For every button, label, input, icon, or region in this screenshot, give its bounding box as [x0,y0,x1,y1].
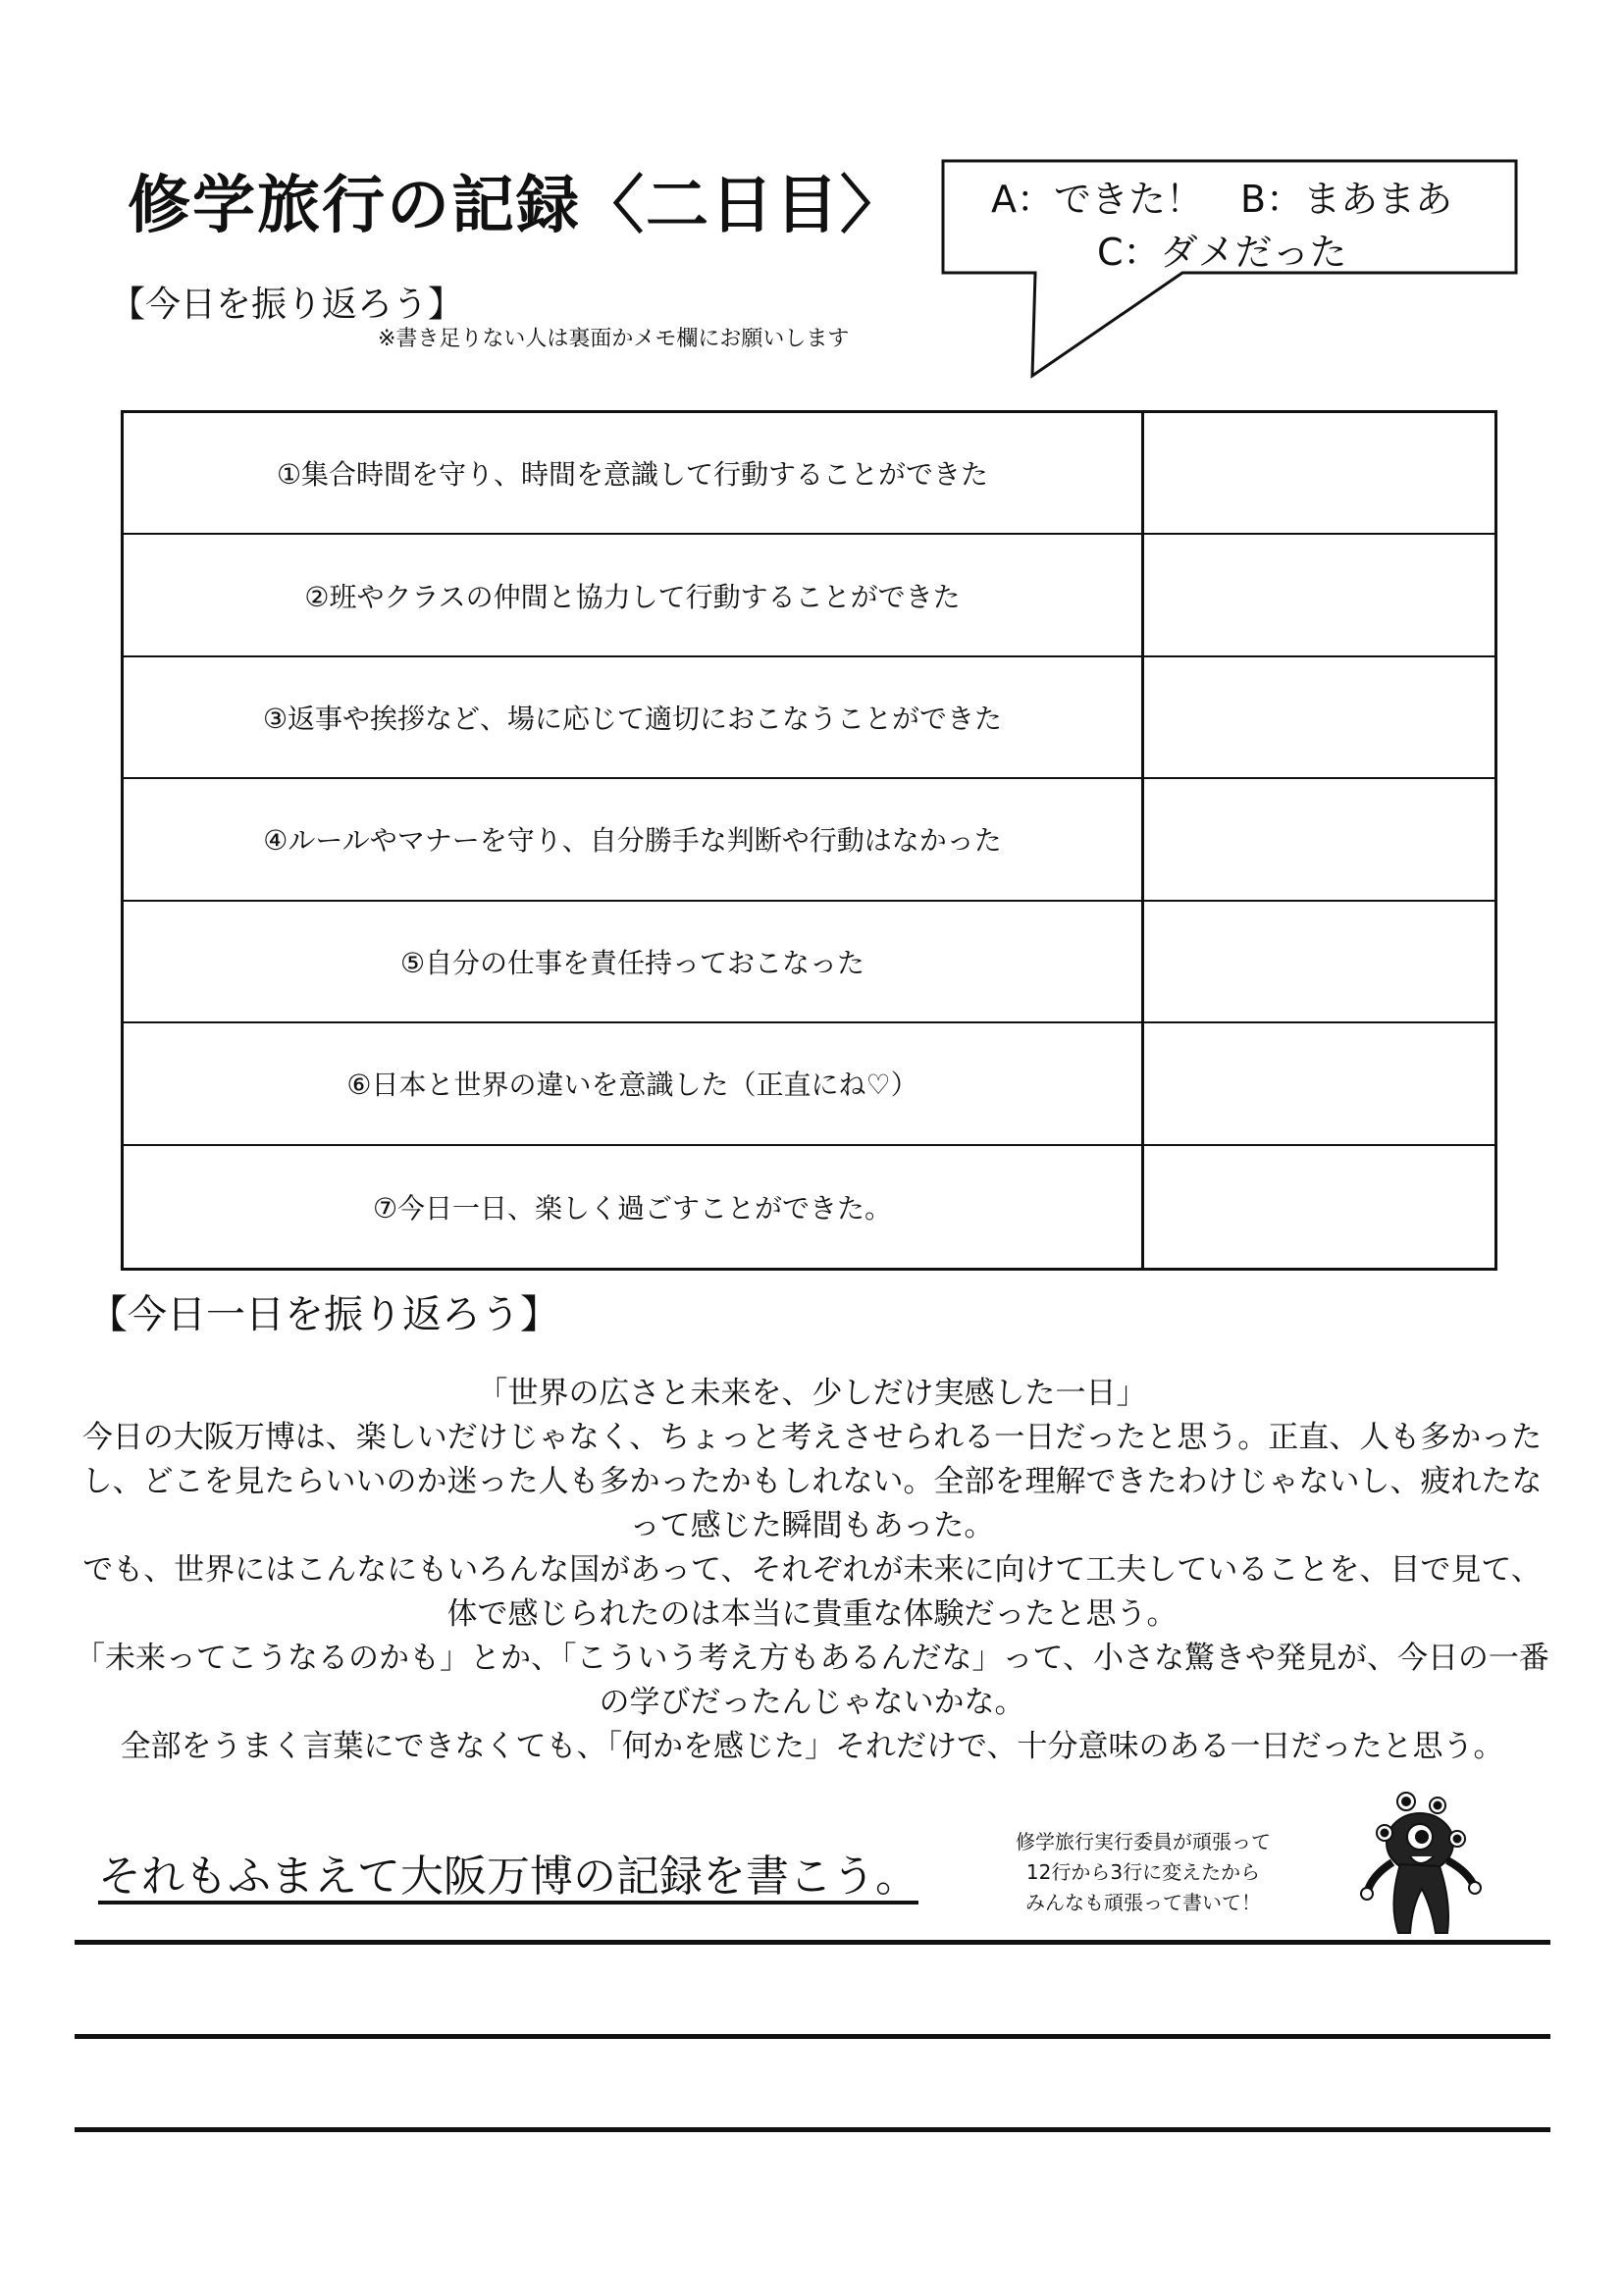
rating-cell[interactable] [1144,779,1494,901]
essay-paragraph: 全部をうまく言葉にできなくても、「何かを感じた」それだけで、十分意味のある一日だったと思う。 [120,1729,1504,1764]
essay-paragraph: でも、世界にはこんなにもいろんな国があって、それぞれが未来に向けて工夫していることを、目で見て、体で感じられたのは本当に貴重な体験だったと思う。 [82,1552,1542,1632]
essay-paragraph: 今日の大阪万博は、楽しいだけじゃなく、ちょっと考えさせられる一日だったと思う。正直、人も多かったし、どこを見たらいいのか迷った人も多かったかもしれない。全部を理解できたわけじゃないし、疲れたなって感じた瞬間もあった。 [81,1420,1543,1543]
criterion-label: ③返事や挨拶など、場に応じて適切におこなうことができた [124,657,1144,779]
committee-note-line: 12行から3行に変えたから [1025,1860,1261,1884]
writing-line[interactable] [75,2034,1550,2039]
essay-paragraph: 「未来ってこうなるのかも」とか、「こういう考え方もあるんだな」って、小さな驚きや発見が、今日の一番の学びだったんじゃないかな。 [75,1641,1549,1720]
reflection-essay [69,1372,1555,1769]
mascot-illustration [1349,1786,1496,1943]
essay-title: 「世界の広さと未来を、少しだけ実感した一日」 [477,1376,1147,1411]
criterion-label: ②班やクラスの仲間と協力して行動することができた [124,535,1144,656]
committee-note [981,1827,1305,1918]
page-title: 修学旅行の記録〈二日目〉 [128,170,905,242]
rating-cell[interactable] [1144,1023,1494,1145]
rating-cell[interactable] [1144,657,1494,779]
day-reflect-heading: 【今日一日を振り返ろう】 [88,1292,559,1337]
overflow-note: ※書き足りない人は裏面かメモ欄にお願いします [378,327,850,351]
criterion-label: ⑥日本と世界の違いを意識した（正直にね♡） [124,1023,1144,1145]
rating-cell[interactable] [1144,902,1494,1023]
committee-note-line: みんなも頑張って書いて！ [1025,1891,1261,1914]
writing-line[interactable] [75,2127,1550,2132]
committee-note-line: 修学旅行実行委員が頑張って [1016,1830,1271,1853]
criterion-label: ①集合時間を守り、時間を意識して行動することができた [124,413,1144,535]
rating-cell[interactable] [1144,413,1494,535]
writing-line[interactable] [75,1940,1550,1945]
legend-line-2: C：ダメだった [1097,231,1347,274]
legend-line-1: A：できた！ B：まあまあ [991,178,1453,221]
criterion-label: ⑦今日一日、楽しく過ごすことができた。 [124,1146,1144,1268]
rating-cell[interactable] [1144,535,1494,656]
criterion-label: ⑤自分の仕事を責任持っておこなった [124,902,1144,1023]
rating-cell[interactable] [1144,1146,1494,1268]
criterion-label: ④ルールやマナーを守り、自分勝手な判断や行動はなかった [124,779,1144,901]
reflect-heading: 【今日を振り返ろう】 [110,285,464,325]
criteria-table [121,410,1497,1271]
writing-instruction: それもふまえて大阪万博の記録を書こう。 [98,1852,918,1902]
